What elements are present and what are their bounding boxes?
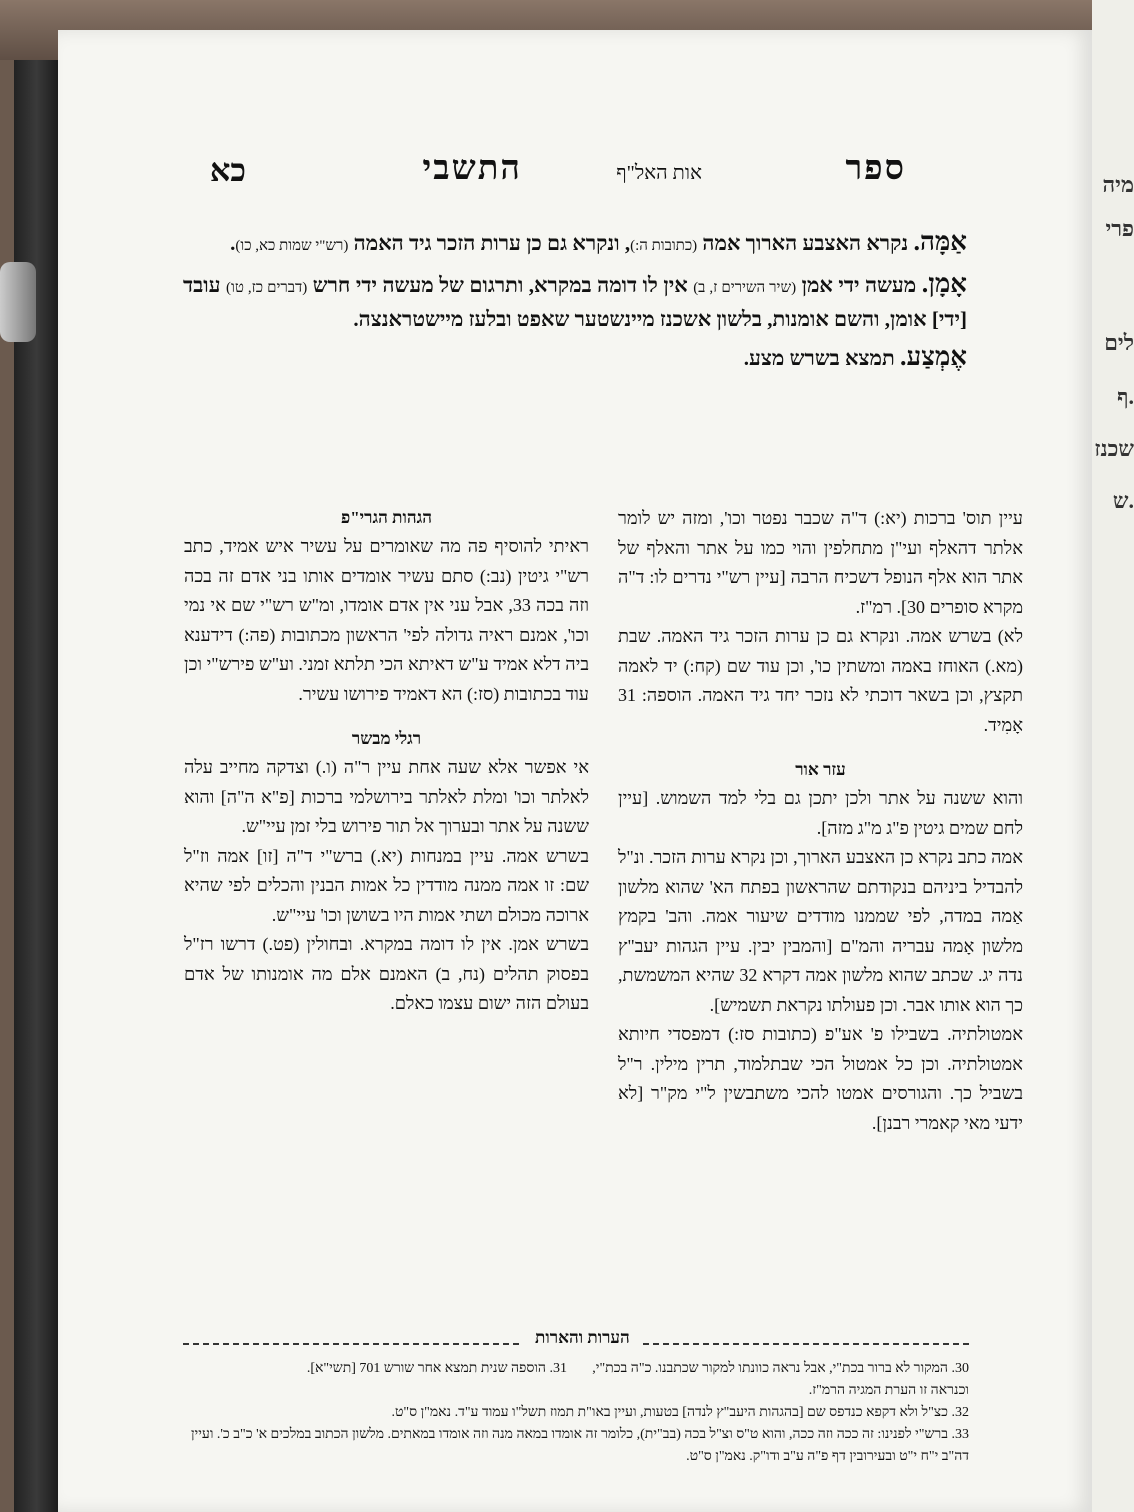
footnote-31: 31. הוספה שנית תמצא אחר שורש 701 [תשי"א]. — [306, 1361, 567, 1376]
binding-clip — [0, 262, 36, 342]
notes-divider — [183, 1328, 969, 1358]
section-heading-hagahot: הגהות הגרי"פ — [340, 508, 433, 527]
adjacent-page-text: ף. — [1117, 384, 1134, 409]
spacer — [184, 709, 589, 725]
commentary-paragraph: אמה כתב נקרא כן האצבע הארוך, וכן נקרא ערות הזכר. ונ"ל להבדיל ביניהם בנקודתם שהראשון בפתח הא' שהוא מלשון אַמה במדה, לפי שממנו מודדים שיעור אמה. והב' בקמץ מלשון אָמה עבריה והמ"ם [והמבין יבין. עיין הגהות יעב"ץ נדה יג. שכתב שהוא מלשון אמה דקרא 32 שהיא המשמשת, כך הוא אותו אבר. וכן פעולתו נקראת תשמיש]. — [618, 847, 1023, 1015]
adjacent-page-text: פרי — [1105, 216, 1134, 241]
entry-headword: אַמָּה. — [913, 227, 967, 256]
adjacent-page-text: ש. — [1112, 488, 1134, 513]
commentary-paragraph: עיין תוס' ברכות (יא:) ד"ה שכבר נפטר וכו', ומזה יש לומר אלתר דהאלף ועי"ן מתחלפין והוי כמו על אתר והאלף של אתר הוא אלף הנופל דשכיח הרבה [עיין רש"י נדרים לו: ד"ה מקרא סופרים 30]. רמ"ז. — [618, 508, 1023, 617]
entry-text: , ונקרא גם כן ערות הזכר גיד האמה — [348, 231, 631, 255]
entry-text: נקרא האצבע הארוך אמה — [697, 231, 914, 255]
entry-aman — [183, 268, 967, 335]
letter-section: אות האל"ף — [616, 162, 702, 184]
commentary-paragraph: אמטולתיה. בשבילו פ' אע"פ (כתובות סז:) דמפסדי חיותא אמטולתיה. וכן כל אמטול הכי שבתלמוד, תרין מילין. ר"ל בשביל כך. והגורסים אמטו להכי משתבשין ל"י מק"ר [לא ידעי מאי קאמרי רבנן]. — [618, 1024, 1023, 1133]
adjacent-page-text: שכנז — [1094, 436, 1134, 461]
commentary-paragraph: בשרש אמה. עיין במנחות (יא.) ברש"י ד"ה [זו] אמה וז"ל שם: זו אמה ממנה מודדין כל אמות הבנין והכלים לפי שהיא ארוכה מכולם ושתי אמות היו בשושן וכו' עיי"ש. — [184, 845, 589, 925]
commentary-left-column — [184, 504, 589, 1019]
running-header — [58, 148, 1092, 194]
footnotes — [183, 1358, 969, 1468]
footnote-30: 30. המקור לא ברור בכת"י, אבל נראה כוונתו למקור שכתבנו. כ"ה בכת"י, וכנראה זו הערת המגיה הרמ"ז. — [592, 1361, 969, 1398]
notes-heading: הערות והארות — [523, 1328, 642, 1348]
book-page — [58, 30, 1092, 1512]
entry-text: מעשה ידי אמן — [796, 273, 922, 297]
entry-text: . — [230, 231, 236, 255]
entry-reference: (דברים כז, טו) — [225, 280, 308, 296]
entry-text: תמצא בשרש מצע. — [743, 346, 901, 370]
page-number: כא — [209, 152, 246, 188]
footnote-32: 32. כצ"ל ולא דקפא כנדפס שם [בהגהות היעב"ץ לנדה] בטעות, ועיין באו"ת תמוז תשל"ו עמוד ע"ד. נאמ"ן ס"ט. — [391, 1405, 969, 1420]
entry-amah — [183, 226, 967, 262]
footnote-33: 33. ברש"י לפנינו: זה ככה וזה ככה, והוא ט"ס וצ"ל בכה (בב"ית), כלומר זה אומדו במאה מנה וזה אומדו במאתים. מלשון הכתוב במלכים א' כ"ב כ'. ועיין דה"ב י"ח י"ט ובעירובין דף פ"ה ע"ב ודו"ק. נאמ"ן ס"ט. — [190, 1427, 969, 1464]
adjacent-page-text: מיה — [1102, 172, 1134, 197]
entry-headword: אָמָן. — [921, 269, 967, 298]
commentary-right-column — [618, 504, 1023, 1138]
entry-reference: (רש"י שמות כא, כו) — [235, 238, 349, 254]
entry-emtza — [183, 341, 967, 374]
main-entries — [183, 226, 967, 380]
section-heading-raglei-mevaser: רגלי מבשר — [351, 729, 422, 748]
commentary-paragraph: לא) בשרש אמה. ונקרא גם כן ערות הזכר גיד האמה. שבת (מא.) האוחז באמה ומשתין כו', וכן עוד שם (קח:) יד לאמה תקצץ, וכן בשאר דוכתי לא נזכר יחד גיד האמה. הוספה: 31 אָמִיד. — [618, 626, 1023, 735]
entry-text: עובד [ידי] אומן, והשם אומנות, בלשון אשכנז מיינשטער שאפט ובלעז מיישטראנצה. — [183, 273, 967, 331]
book-title: התשבי — [422, 150, 522, 187]
adjacent-page-text: לים — [1104, 330, 1134, 355]
spacer — [618, 740, 1023, 756]
commentary-paragraph: בשרש אמן. אין לו דומה במקרא. ובחולין (פט.) דרשו רז"ל בפסוק תהלים (נח, ב) האמנם אלם מה אומנותו של אדם בעולם הזה ישום עצמו כאלם. — [184, 934, 589, 1013]
section-heading-ezer-or: עזר אור — [795, 760, 846, 779]
adjacent-page-edge — [1092, 0, 1134, 1512]
entry-reference: (כתובות ה:) — [630, 238, 698, 254]
footnote-row — [183, 1358, 969, 1402]
commentary-paragraph: אי אפשר אלא שעה אחת עיין ר"ה (ו.) וצדקה מחייב עלה לאלתר וכו' ומלת לאלתר בירושלמי ברכות [פ"א ה"ה] והוא ששנה על אתר ובערוך אל תור פירוש בלי זמן עיי"ש. — [184, 757, 589, 836]
entry-reference: (שיר השירים ז, ב) — [693, 280, 797, 296]
entry-text: אין לו דומה במקרא, ותרגום של מעשה ידי חרש — [307, 273, 694, 297]
commentary-paragraph: ראיתי להוסיף פה מה שאומרים על עשיר איש אמיד, כתב רש"י גיטין (נב:) סתם עשיר אומדים אותו בני אדם זה בכה וזה בכה 33, אבל עני אין אדם אומדו, ומ"ש רש"י שם אי נמי וכו', אמנם ראיה גדולה לפי' הראשון מכתובות (פה:) דידענא ביה דלא אמיד ע"ש דאיתא הכי תלתא זמני. וע"ש פירש"י וכן עוד בכתובות (סז:) הא דאמיד פירושו עשיר. — [184, 536, 589, 704]
book-title-sefer: ספר — [845, 150, 906, 187]
entry-headword: אֶמְצַע. — [900, 342, 967, 371]
commentary-paragraph: והוא ששנה על אתר ולכן יתכן גם בלי למד השמוש. [עיין לחם שמים גיטין פ"ג מ"ג מזה]. — [618, 788, 1023, 838]
